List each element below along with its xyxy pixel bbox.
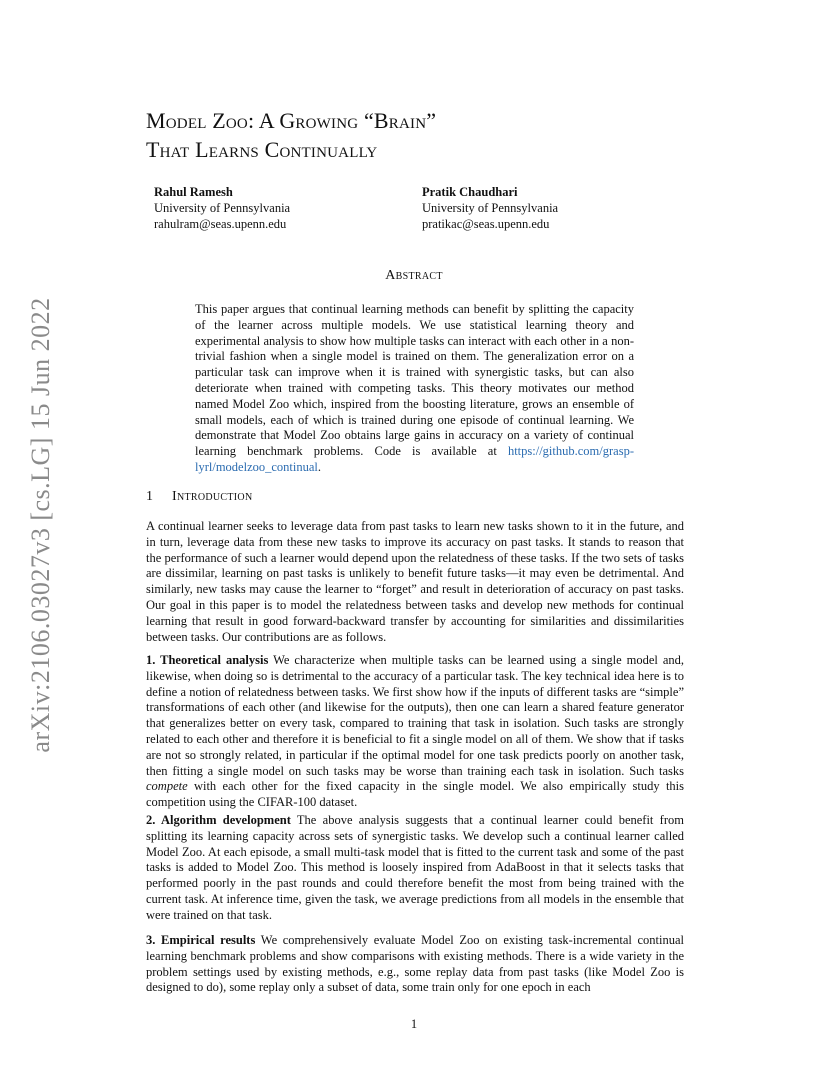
paragraph-text: The above analysis suggests that a continual learner could benefit from splitting its learning capacity across sets of synergistic tasks. We develop such a continual learner called Model Zoo. At each episode, a small multi-task model that is fitted to the current task and some of the past tasks is added to Model Zoo. This method is loosely inspired from AdaBoost in that it selects tasks that performed poorly in the past rounds and could therefore benefit the most from being trained with the current task. At inference time, given the task, we average predictions from all models in the ensemble that were trained on that task. (146, 813, 684, 922)
author-affiliation: University of Pennsylvania (154, 201, 291, 215)
arxiv-sidebar-stamp (22, 290, 60, 760)
code-link[interactable]: https://github.com/grasp-lyrl/modelzoo_continual (195, 444, 634, 474)
abstract-end: . (317, 459, 322, 474)
contribution-algorithm-development (146, 813, 684, 924)
title-line-1: Model Zoo: A Growing “Brain” (146, 108, 437, 133)
author-block-1 (154, 184, 290, 232)
author-name: Rahul Ramesh (154, 185, 233, 199)
author-name: Pratik Chaudhari (422, 185, 518, 199)
intro-paragraph: A continual learner seeks to leverage data from past tasks to learn new tasks shown to it in the future, and in turn, leverage data from these new tasks to improve its accuracy on past tasks. It stands to reason that the performance of such a learner would depend upon the relatedness of these tasks. If the two sets of tasks are dissimilar, learning on past tasks is unlikely to benefit future tasks—it may even be detrimental. And similarly, new tasks may cause the learner to “forget” and result in deterioration of accuracy on past tasks. Our goal in this paper is to model the relatedness between tasks and develop new methods for continual learning that result in good forward-backward transfer by accounting for similarities and dissimilarities between tasks. Our contributions are as follows. (146, 519, 684, 644)
contribution-theoretical-analysis (146, 653, 684, 811)
abstract-text: This paper argues that continual learning methods can benefit by splitting the capacity of the learner across multiple models. We use statistical learning theory and experimental analysis to show how multiple tasks can interact with each other in a non-trivial fashion when a single model is trained on them. The generalization error on a particular task can improve when it is trained with synergistic tasks, but can also deteriorate when trained with competing tasks. This theory motivates our method named Model Zoo which, inspired from the boosting literature, grows an ensemble of small models, each of which is trained during one episode of continual learning. We demonstrate that Model Zoo obtains large gains in accuracy on a variety of continual learning benchmark problems. Code is available at (195, 302, 634, 459)
section-number: 1 (146, 489, 154, 504)
author-email: rahulram@seas.upenn.edu (154, 217, 287, 231)
contribution-empirical-results (146, 933, 684, 996)
paper-title (146, 106, 706, 164)
author-email: pratikac@seas.upenn.edu (422, 217, 550, 231)
section-title: Introduction (172, 489, 253, 504)
paragraph-heading: 2. Algorithm development (146, 813, 291, 827)
title-line-2: That Learns Continually (146, 137, 378, 162)
author-affiliation: University of Pennsylvania (422, 201, 559, 215)
paragraph-text: with each other for the fixed capacity in the single model. We also empirically study this competition using the CIFAR-100 dataset. (146, 779, 684, 810)
arxiv-id: arXiv:2106.03027v3 [cs.LG] 15 Jun 2022 (26, 297, 55, 753)
paragraph-text: We characterize when multiple tasks can be learned using a single model and, likewise, when doing so is detrimental to the accuracy of a particular task. The key technical idea here is to define a notion of relatedness between tasks. We first show how if the inputs of different tasks are “simple” transformations of each other (and likewise for the outputs), then one can learn a shared feature generator that generalizes better on every task, compared to training that task in isolation. Such tasks are strongly related to each other and therefore it is beneficial to fit a single model on all of them. We show that if tasks are not so strongly related, in particular if the optimal model for one task predicts poorly on another task, then fitting a single model on such tasks may be worse than training each task in isolation. Such tasks (146, 653, 685, 778)
paragraph-heading: 3. Empirical results (146, 933, 256, 947)
page-number: 1 (410, 1017, 418, 1031)
paragraph-heading: 1. Theoretical analysis (146, 653, 269, 667)
abstract-heading: Abstract (385, 268, 443, 283)
paragraph-text: We comprehensively evaluate Model Zoo on existing task-incremental continual learning benchmark problems and show comparisons with existing methods. There is a wide variety in the problem settings used by existing methods, e.g., some replay data from past tasks (like Model Zoo is designed to do), some replay only a subset of data, some train only for one epoch in each (146, 933, 685, 995)
emphasis-text: compete (146, 779, 188, 794)
abstract-body (195, 302, 634, 476)
author-block-2 (422, 184, 558, 232)
section-heading-introduction (146, 489, 252, 505)
